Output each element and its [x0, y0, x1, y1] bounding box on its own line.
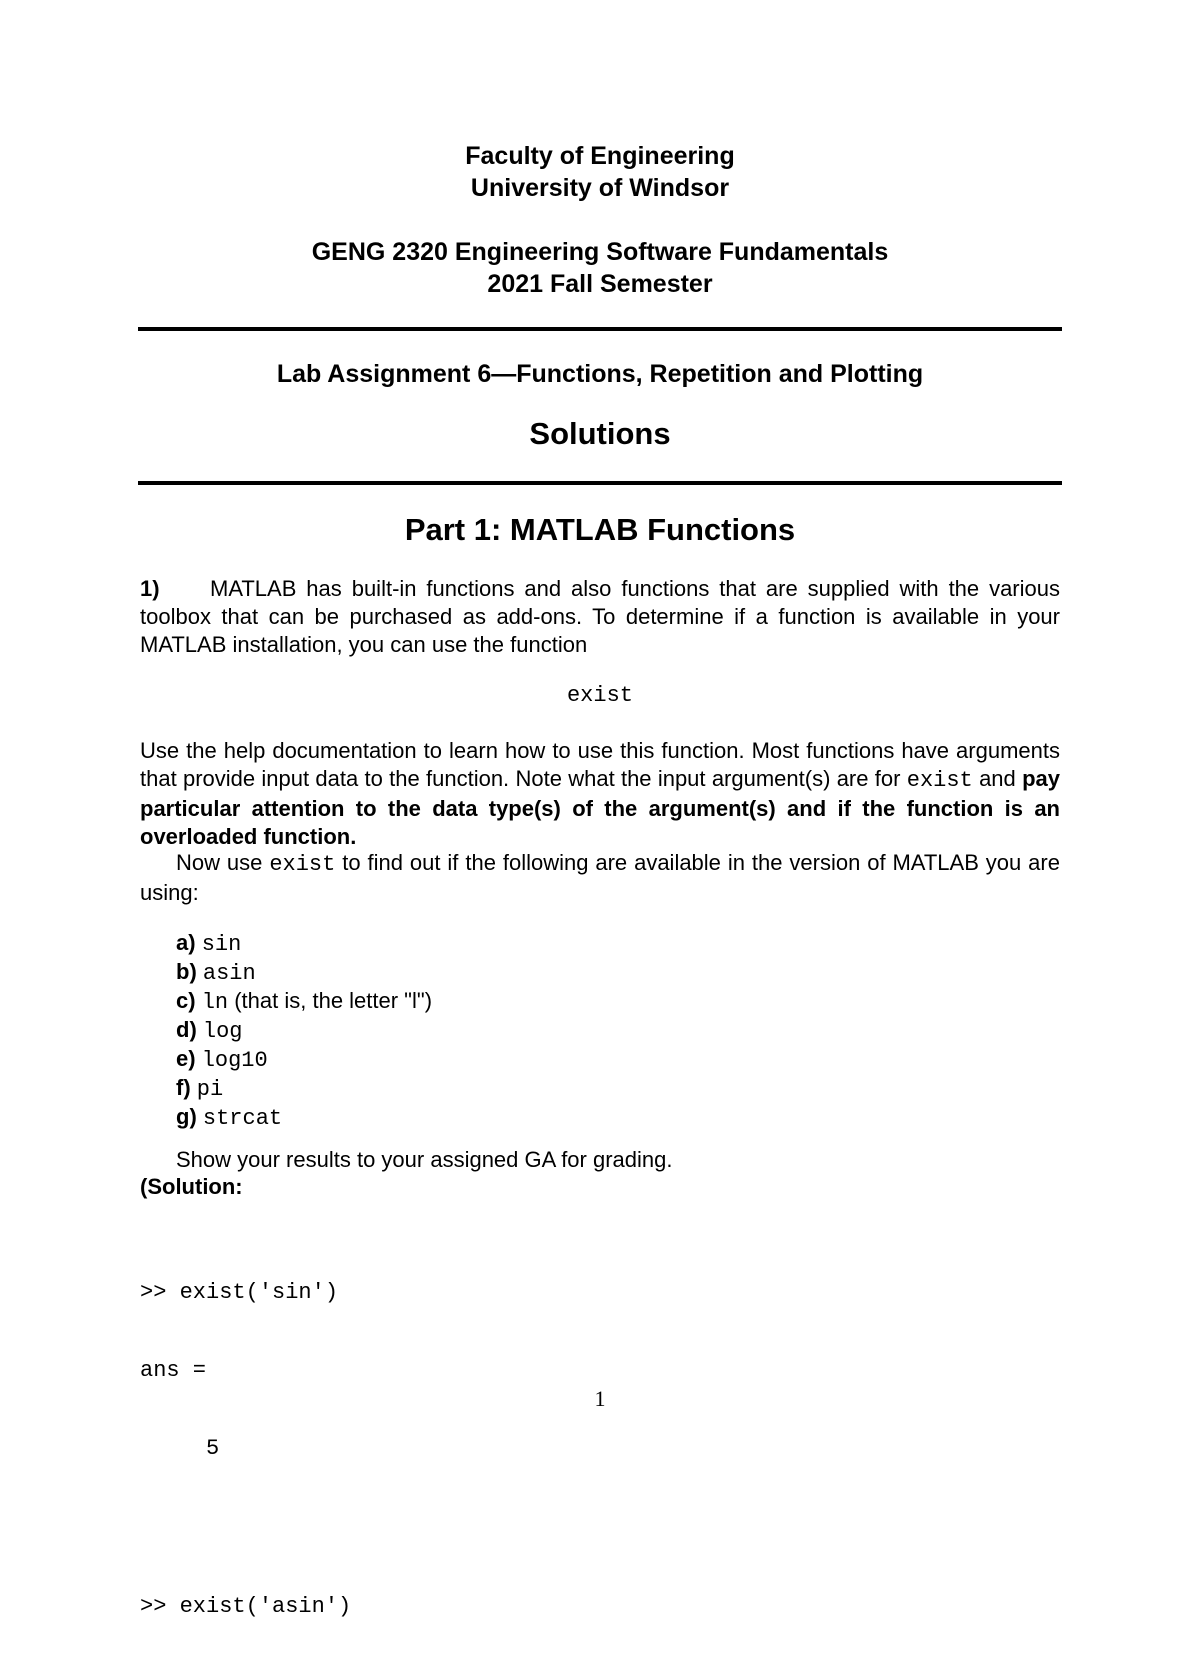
item-label: d): [176, 1017, 197, 1042]
item-code: log: [202, 1019, 243, 1044]
help-bold-text: pay particular attention to the data type(s) of the argument(s) and if the function is an overloaded function.: [140, 766, 1060, 849]
help-text-1: Use the help documentation to learn how to use this function. Most functions have arguments that provide input data to the function. Note what the input argument(s) are for: [140, 738, 1060, 791]
help-text-2: and: [979, 766, 1016, 791]
course-heading: GENG 2320 Engineering Software Fundamentals: [311, 238, 889, 266]
university-heading: University of Windsor: [470, 174, 730, 202]
question-1-intro: [140, 575, 1060, 659]
function-list: [176, 929, 432, 1132]
list-item: [176, 958, 432, 987]
code-line: >> exist('sin'): [140, 1280, 339, 1305]
item-code: asin: [202, 961, 256, 986]
list-item: [176, 1074, 432, 1103]
faculty-heading: Faculty of Engineering: [465, 142, 735, 170]
code-line: ans =: [140, 1358, 207, 1383]
solution-code-block: [140, 1228, 351, 1672]
help-code: exist: [906, 768, 973, 793]
item-code: strcat: [202, 1106, 283, 1131]
solution-label: (Solution:: [140, 1174, 243, 1199]
code-blank-line: [140, 1514, 351, 1542]
list-item: [176, 929, 432, 958]
now-code: exist: [269, 852, 336, 877]
now-paragraph: [140, 849, 1060, 907]
code-line: >> exist('asin'): [140, 1594, 352, 1619]
item-code: log10: [201, 1048, 268, 1073]
item-code: ln: [201, 990, 229, 1015]
question-intro-text: MATLAB has built-in functions and also functions that are supplied with the various toolbox that can be purchased as add-ons. To determine if a function is available in your MATLAB installation, you can use the function: [140, 576, 1060, 657]
help-paragraph: [140, 737, 1060, 851]
now-text-1: Now use: [176, 850, 263, 875]
item-label: c): [176, 988, 196, 1013]
solutions-title: Solutions: [529, 416, 671, 451]
question-number: 1): [140, 576, 160, 601]
list-item: [176, 1045, 432, 1074]
semester-heading: 2021 Fall Semester: [487, 270, 713, 298]
list-item: [176, 987, 432, 1016]
top-divider: [138, 327, 1062, 331]
item-label: e): [176, 1046, 196, 1071]
now-text-2: to find out if the following are available in the version of MATLAB you are using:: [140, 850, 1060, 905]
item-label: g): [176, 1104, 197, 1129]
list-item: [176, 1016, 432, 1045]
item-label: b): [176, 959, 197, 984]
show-results-instruction: Show your results to your assigned GA for grading.: [176, 1147, 673, 1172]
item-label: f): [176, 1075, 191, 1100]
code-line: 5: [140, 1436, 220, 1461]
list-item: [176, 1103, 432, 1132]
part-title: Part 1: MATLAB Functions: [404, 512, 796, 547]
lab-title: Lab Assignment 6—Functions, Repetition and Plotting: [276, 360, 924, 388]
item-code: sin: [201, 932, 242, 957]
item-note: (that is, the letter "l"): [234, 988, 433, 1013]
function-name-display: exist: [566, 683, 633, 708]
item-code: pi: [196, 1077, 224, 1102]
page-number: 1: [594, 1386, 606, 1411]
item-label: a): [176, 930, 196, 955]
bottom-divider: [138, 481, 1062, 485]
